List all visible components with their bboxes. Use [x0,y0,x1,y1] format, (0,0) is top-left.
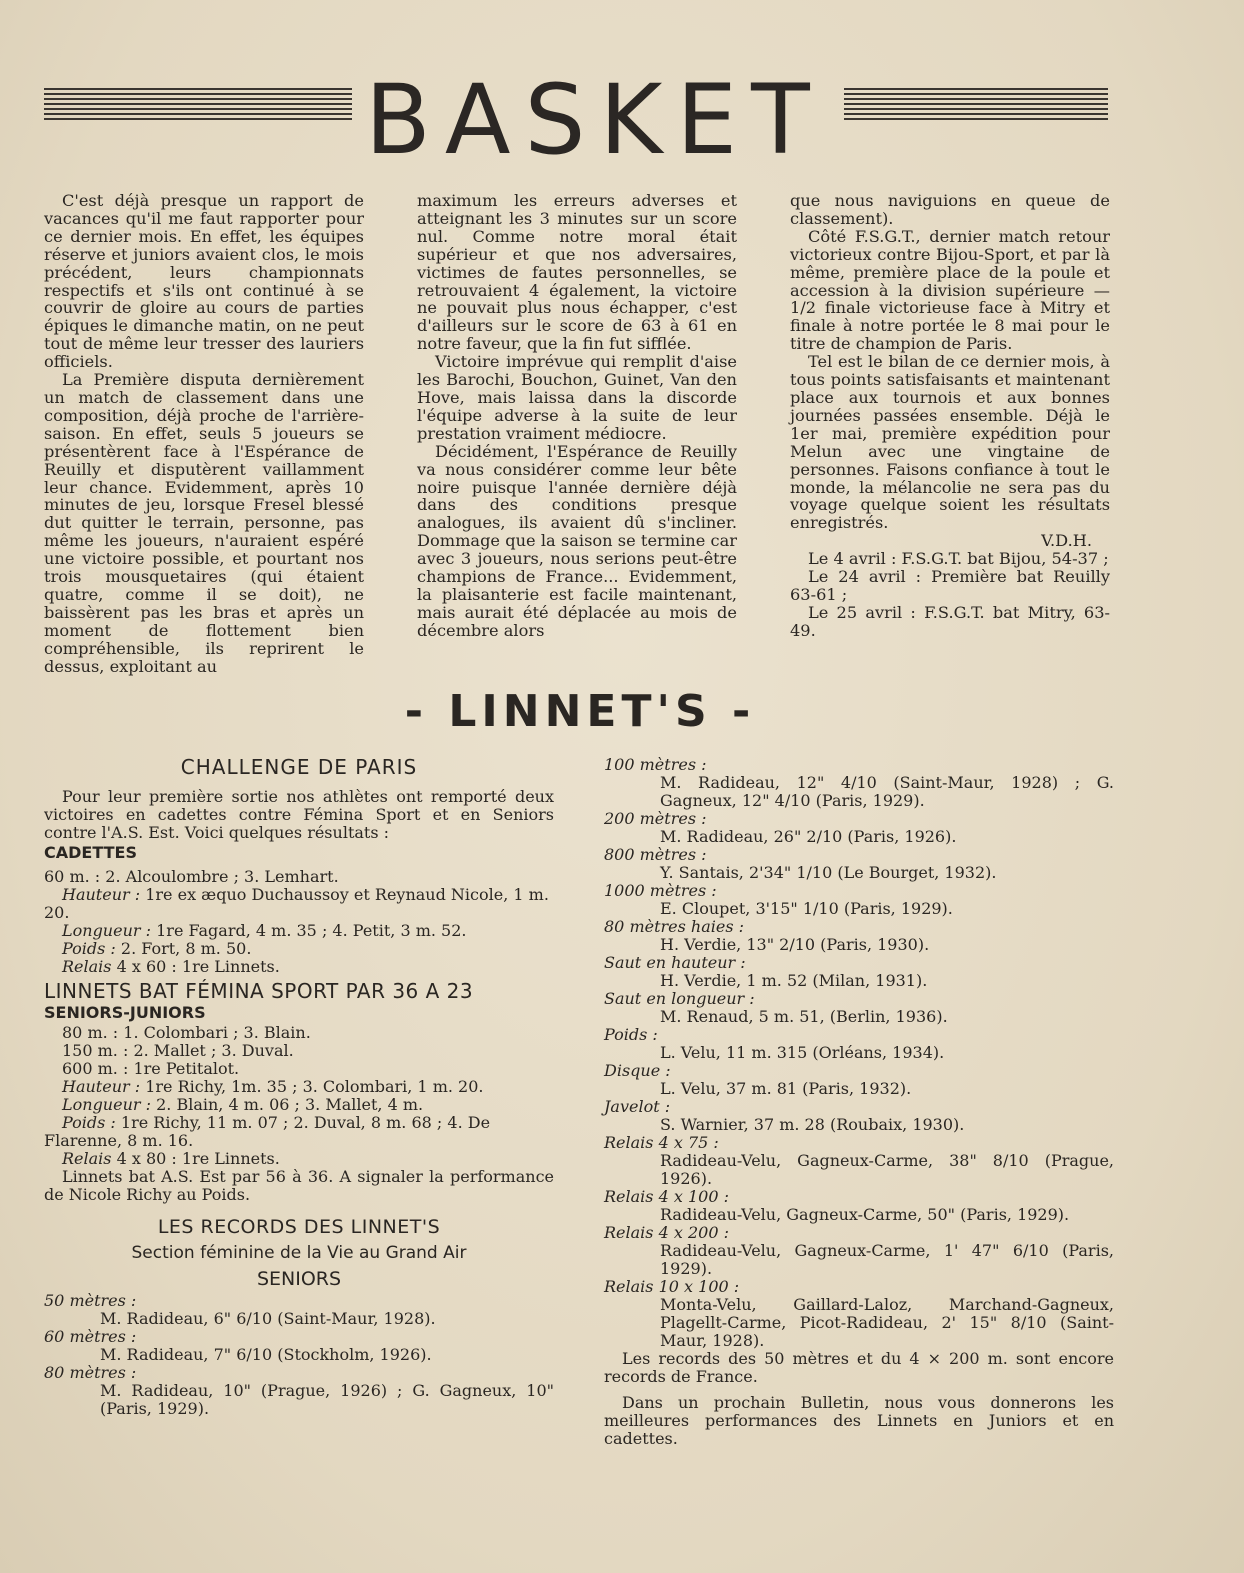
paragraph: Côté F.S.G.T., dernier match retour victorieux contre Bijou-Sport, et par là même, première place de la poule et accession à la division supérieure — 1/2 finale victorieuse face à Mitry et finale à notre portée le 8 mai pour le titre de champion de Paris. [790,226,1110,354]
record-event: Saut en longueur : [604,989,755,1008]
match-title: LINNETS BAT FÉMINA SPORT PAR 36 A 23 [44,979,474,1003]
record-event: Relais 4 x 200 : [604,1223,729,1242]
record-event: Disque : [604,1061,671,1080]
result-line [44,1096,554,1114]
event-label: Relais [62,1149,112,1168]
event-label: 60 m. : [44,867,101,886]
result-line [44,1042,554,1060]
paragraph: C'est déjà presque un rapport de vacances qu'il me faut rapporter pour ce dernier mois. En effet, les équipes réserve et juniors avaient clos, le mois précédent, leurs championnats respectifs et s'ils ont continué à se couvrir de gloire au cours de parties épiques le dimanche matin, on ne peut tout de même leur tresser des lauriers officiels. [44,191,364,372]
challenge-title: CHALLENGE DE PARIS [180,755,418,779]
event-result: 1re Petitalot. [133,1059,240,1078]
record-value: Y. Santais, 2'34" 1/10 (Le Bourget, 1932). [660,863,997,882]
linnets-title: - LINNET'S - [404,686,756,737]
paragraph: que nous naviguions en queue de classement). [790,191,1110,228]
result-line [44,886,554,922]
title-rule-right [844,88,1108,128]
record-value: M. Radideau, 10" (Prague, 1926) ; G. Gagneux, 10" (Paris, 1929). [100,1381,554,1418]
linnets-right-column [604,756,1114,1448]
event-result: 1re ex æquo Duchaussoy et Reynaud Nicole, 1 m. 20. [44,885,549,922]
result-line [44,1024,554,1042]
result-line [44,1060,554,1078]
record-value: Radideau-Velu, Gagneux-Carme, 50" (Paris, 1929). [660,1205,1070,1224]
basket-column-1 [44,192,364,675]
record-event: Relais 4 x 100 : [604,1187,729,1206]
event-label: Hauteur : [62,1077,141,1096]
event-result: 2. Alcoulombre ; 3. Lemhart. [105,867,339,886]
result-line [44,1150,554,1168]
event-label: Relais [62,957,112,976]
record-event: 60 mètres : [44,1327,137,1346]
record-event: 80 mètres haies : [604,917,745,936]
cadettes-title: CADETTES [44,843,137,862]
event-label: Poids : [62,1113,116,1132]
signature: V.D.H. [1041,531,1092,551]
records-seniors-title: SENIORS [256,1268,342,1290]
paragraph: La Première disputa dernièrement un match de classement dans une composition, déjà proche de l'arrière-saison. En effet, seuls 5 joueurs se présentèrent face à l'Espérance de Reuilly et disputèrent vaillamment leur chance. Evidemment, après 10 minutes de jeu, lorsque Fresel blessé dut quitter le terrain, personne, pas même les joueurs, n'auraient espéré une victoire possible, et pourtant nos trois mousquetaires (qui étaient quatre, comme il se doit), ne baissèrent pas les bras et après un moment de flottement bien compréhensible, ils reprirent le dessus, exploitant au [44,370,364,676]
record-value: Radideau-Velu, Gagneux-Carme, 1' 47" 6/10 (Paris, 1929). [660,1241,1114,1278]
event-label: Longueur : [62,1095,152,1114]
record-value: H. Verdie, 1 m. 52 (Milan, 1931). [660,971,928,990]
event-label: 80 m. : [62,1023,119,1042]
record-value: Monta-Velu, Gaillard-Laloz, Marchand-Gagneux, Plagellt-Carme, Picot-Radideau, 2' 15" 8/10 (Saint-Maur, 1928). [660,1295,1114,1350]
record-event: 1000 mètres : [604,881,717,900]
record-event: 50 mètres : [44,1291,137,1310]
event-result: 2. Mallet ; 3. Duval. [133,1041,294,1060]
records-note: Les records des 50 mètres et du 4 × 200 m. sont encore records de France. [604,1349,1114,1386]
event-result: 4 x 80 : 1re Linnets. [116,1149,280,1168]
event-label: 600 m. : [62,1059,129,1078]
result-line: Le 25 avril : F.S.G.T. bat Mitry, 63-49. [790,602,1110,640]
record-value: L. Velu, 11 m. 315 (Orléans, 1934). [660,1043,945,1062]
result-line [44,1114,554,1150]
record-event: 200 mètres : [604,809,707,828]
event-result: 2. Fort, 8 m. 50. [120,939,252,958]
record-event: Poids : [604,1025,658,1044]
record-event: Relais 10 x 100 : [604,1277,740,1296]
result-line [44,1078,554,1096]
result-line [44,922,554,940]
event-label: Hauteur : [62,885,141,904]
record-value: M. Radideau, 26" 2/10 (Paris, 1926). [660,827,957,846]
event-label: Longueur : [62,921,152,940]
record-value: S. Warnier, 37 m. 28 (Roubaix, 1930). [660,1115,965,1134]
seniors-note: Linnets bat A.S. Est par 56 à 36. A signaler la performance de Nicole Richy au Poids. [44,1167,554,1204]
title-rule-left [44,88,352,128]
record-event: 100 mètres : [604,755,707,774]
record-event: Relais 4 x 75 : [604,1133,719,1152]
result-line [44,958,554,976]
event-result: 1re Richy, 1m. 35 ; 3. Colombari, 1 m. 20. [145,1077,484,1096]
record-event: 80 mètres : [44,1363,137,1382]
linnets-left-column [44,756,554,1418]
records-title: LES RECORDS DES LINNET'S [157,1216,441,1238]
record-event: 800 mètres : [604,845,707,864]
event-label: Poids : [62,939,116,958]
basket-title: BASKET [365,64,824,176]
paragraph: Tel est le bilan de ce dernier mois, à tous points satisfaisants et maintenant place aux tournois et aux bonnes journées passées ensemble. Déjà le 1er mai, première expédition pour Melun avec une vingtaine de personnes. Faisons confiance à tout le monde, la mélancolie ne sera pas du voyage quelque soient les résultats enregistrés. [790,352,1110,533]
record-event: Saut en hauteur : [604,953,746,972]
record-value: E. Cloupet, 3'15" 1/10 (Paris, 1929). [660,899,953,918]
basket-column-3 [790,192,1110,640]
result-line: Le 24 avril : Première bat Reuilly 63-61 ; [790,567,1110,604]
event-result: 2. Blain, 4 m. 06 ; 3. Mallet, 4 m. [156,1095,424,1114]
record-value: M. Radideau, 7" 6/10 (Stockholm, 1926). [100,1345,432,1364]
record-event: Javelot : [604,1097,671,1116]
record-value: L. Velu, 37 m. 81 (Paris, 1932). [660,1079,912,1098]
result-line [44,868,554,886]
closing-paragraph: Dans un prochain Bulletin, nous vous donnerons les meilleures performances des Linnets en Juniors et en cadettes. [604,1393,1114,1448]
seniors-juniors-title: SENIORS-JUNIORS [44,1003,206,1022]
record-value: Radideau-Velu, Gagneux-Carme, 38" 8/10 (Prague, 1926). [660,1151,1114,1188]
basket-column-2 [417,192,737,640]
intro-paragraph: Pour leur première sortie nos athlètes ont remporté deux victoires en cadettes contre Fémina Sport et en Seniors contre l'A.S. Est. Voici quelques résultats : [44,787,554,842]
event-result: 4 x 60 : 1re Linnets. [116,957,280,976]
record-value: M. Radideau, 6" 6/10 (Saint-Maur, 1928). [100,1309,436,1328]
result-line [44,940,554,958]
record-value: M. Renaud, 5 m. 51, (Berlin, 1936). [660,1007,948,1026]
records-subtitle: Section féminine de la Vie au Grand Air [131,1243,467,1263]
event-label: 150 m. : [62,1041,129,1060]
record-value: M. Radideau, 12" 4/10 (Saint-Maur, 1928) ; G. Gagneux, 12" 4/10 (Paris, 1929). [660,773,1114,810]
event-result: 1re Fagard, 4 m. 35 ; 4. Petit, 3 m. 52. [156,921,467,940]
record-value: H. Verdie, 13" 2/10 (Paris, 1930). [660,935,930,954]
result-line: Le 4 avril : F.S.G.T. bat Bijou, 54-37 ; [808,549,1109,569]
event-result: 1re Richy, 11 m. 07 ; 2. Duval, 8 m. 68 ; 4. De Flarenne, 8 m. 16. [44,1113,491,1150]
paragraph: Victoire imprévue qui remplit d'aise les Barochi, Bouchon, Guinet, Van den Hove, mais laissa dans la discorde l'équipe adverse à la suite de leur prestation vraiment médiocre. [417,352,737,443]
paragraph: maximum les erreurs adverses et atteignant les 3 minutes sur un score nul. Comme notre moral était supérieur et que nos adversaires, victimes de fautes personnelles, se retrouvaient 4 également, la victoire ne pouvait plus nous échapper, c'est d'ailleurs sur le score de 63 à 61 en notre faveur, que la fin fut sifflée. [417,191,737,354]
event-result: 1. Colombari ; 3. Blain. [123,1023,311,1042]
paragraph: Décidément, l'Espérance de Reuilly va nous considérer comme leur bête noire puisque l'année dernière déjà dans des conditions presque analogues, ils avaient dû s'incliner. Dommage que la saison se termine car avec 3 joueurs, nous serions peut-être champions de France... Evidemment, la plaisanterie est facile maintenant, mais aurait été déplacée au mois de décembre alors [417,441,737,640]
